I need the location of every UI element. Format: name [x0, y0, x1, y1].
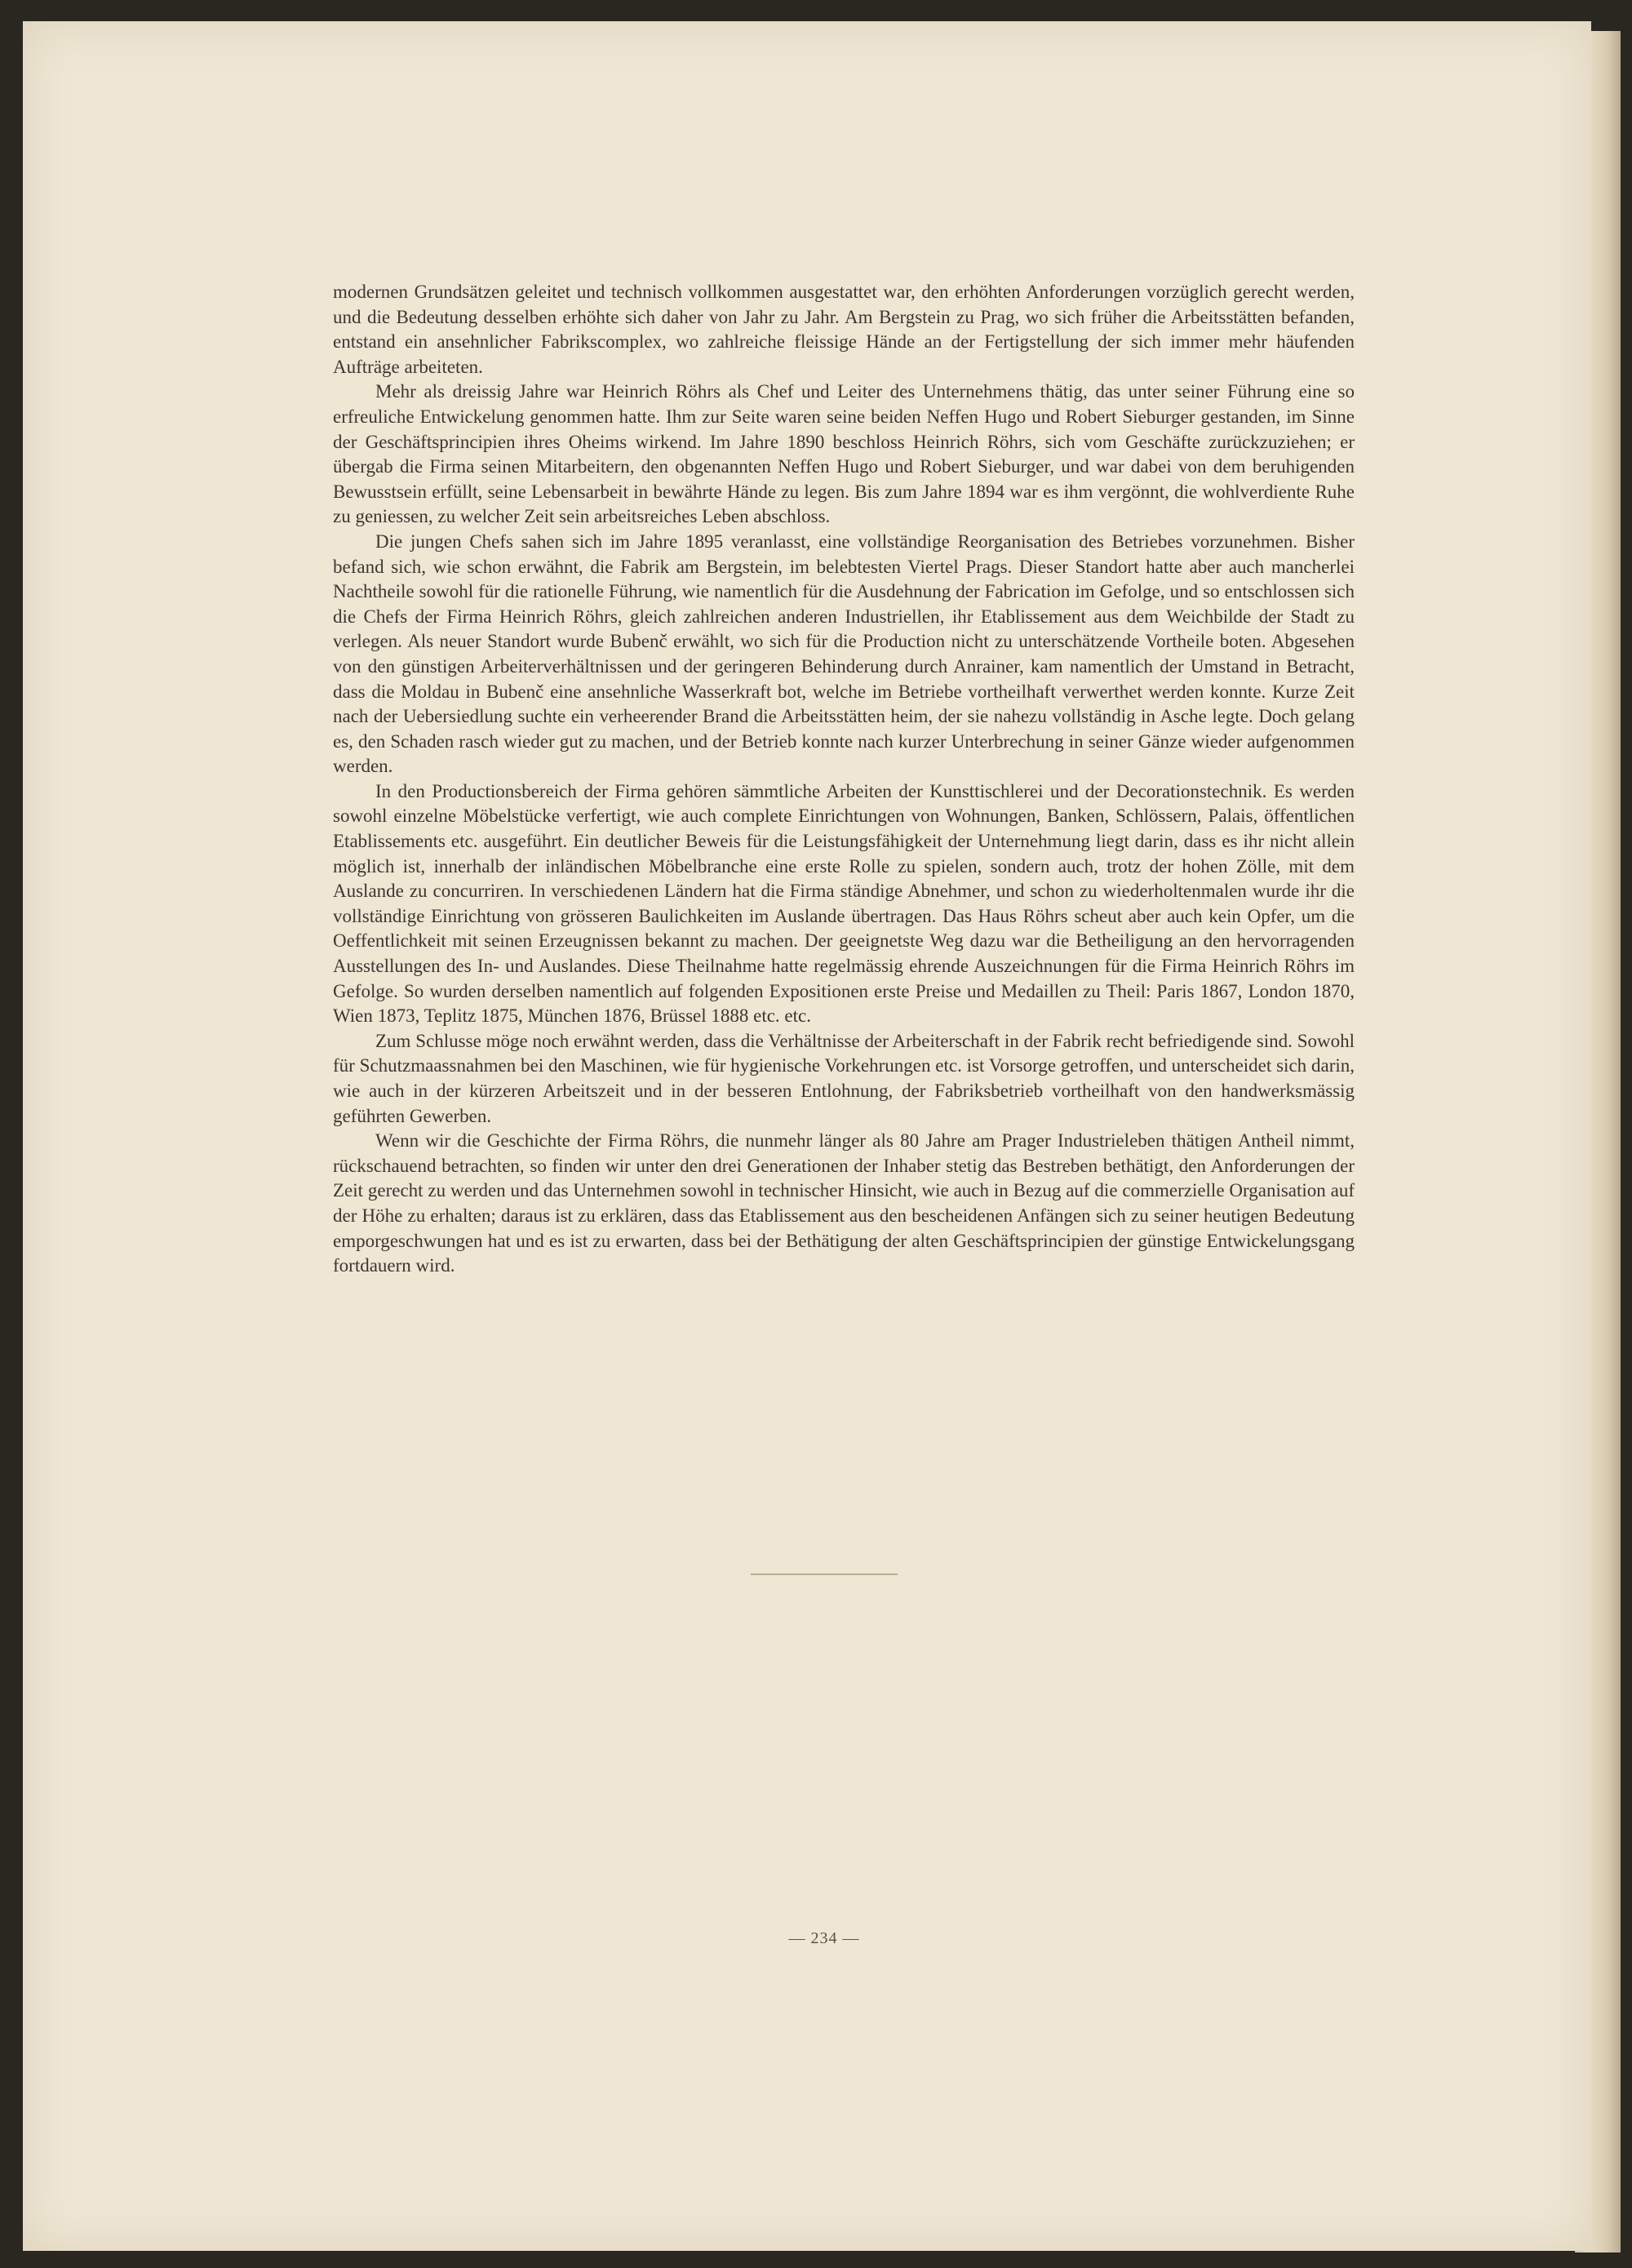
paragraph-6: Wenn wir die Geschichte der Firma Röhrs, die nunmehr länger als 80 Jahre am Prager Industrieleben thätigen Antheil nimmt, rückschauend betrachten, so finden wir unter den drei Generationen der Inhaber stetig das Bestreben bethätigt, den Anforderungen der Zeit gerecht zu werden und das Unternehmen sowohl in technischer Hinsicht, wie auch in Bezug auf die commerzielle Organisation auf der Höhe zu erhalten; daraus ist zu erklären, dass das Etablissement aus den bescheidenen Anfängen sich zu seiner heutigen Bedeutung emporgeschwungen hat und es ist zu erwarten, dass bei der Bethätigung der alten Geschäftsprincipien der günstige Entwickelungsgang fortdauern wird. — [333, 1130, 1355, 1276]
section-divider — [751, 1573, 898, 1575]
paragraph-2: Mehr als dreissig Jahre war Heinrich Röhrs als Chef und Leiter des Unternehmens thätig, das unter seiner Führung eine so erfreuliche Entwickelung genommen hatte. Ihm zur Seite waren seine beiden Neffen Hugo und Robert Sieburger gestanden, im Sinne der Geschäftsprincipien ihres Oheims wirkend. Im Jahre 1890 beschloss Heinrich Röhrs, sich vom Geschäfte zurückzuziehen; er übergab die Firma seinen Mitarbeitern, den obgenannten Neffen Hugo und Robert Sieburger, und war dabei von dem beruhigenden Bewusstsein erfüllt, seine Lebensarbeit in bewährte Hände zu legen. Bis zum Jahre 1894 war es ihm vergönnt, die wohlverdiente Ruhe zu geniessen, zu welcher Zeit sein arbeitsreiches Leben abschloss. — [333, 381, 1355, 527]
paragraph-3: Die jungen Chefs sahen sich im Jahre 1895 veranlasst, eine vollständige Reorganisation des Betriebes vorzunehmen. Bisher befand sich, wie schon erwähnt, die Fabrik am Bergstein, im belebtesten Viertel Prags. Dieser Standort hatte aber auch mancherlei Nachtheile sowohl für die rationelle Führung, wie namentlich für die Ausdehnung der Fabrication im Gefolge, und so entschlossen sich die Chefs der Firma Heinrich Röhrs, gleich zahlreichen anderen Industriellen, ihr Etablissement aus dem Weichbilde der Stadt zu verlegen. Als neuer Standort wurde Bubenč erwählt, wo sich für die Production nicht zu unterschätzende Vortheile boten. Abgesehen von den günstigen Arbeiterverhältnissen und der geringeren Behinderung durch Anrainer, kam namentlich der Umstand in Betracht, dass die Moldau in Bubenč eine ansehnliche Wasserkraft bot, welche im Betriebe vortheilhaft verwerthet werden konnte. Kurze Zeit nach der Uebersiedlung suchte ein verheerender Brand die Arbeitsstätten heim, der sie nahezu vollständig in Asche legte. Doch gelang es, den Schaden rasch wieder gut zu machen, und der Betrieb konnte nach kurzer Unterbrechung in seiner Gänze wieder aufgenommen werden. — [333, 530, 1355, 777]
page-number: — 234 — — [788, 1929, 860, 1947]
paragraph-4: In den Productionsbereich der Firma gehören sämmtliche Arbeiten der Kunsttischlerei und der Decorationstechnik. Es werden sowohl einzelne Möbelstücke verfertigt, wie auch complete Einrichtungen von Wohnungen, Banken, Schlössern, Palais, öffentlichen Etablissements etc. ausgeführt. Ein deutlicher Beweis für die Leistungsfähigkeit der Unternehmung liegt darin, dass es ihr nicht allein möglich ist, innerhalb der inländischen Möbelbranche eine erste Rolle zu spielen, sondern auch, trotz der hohen Zölle, mit dem Auslande zu concurriren. In verschiedenen Ländern hat die Firma ständige Abnehmer, und schon zu wiederholtenmalen wurde ihr die vollständige Einrichtung von grösseren Baulichkeiten im Auslande übertragen. Das Haus Röhrs scheut aber auch kein Opfer, um die Oeffentlichkeit mit seinen Erzeugnissen bekannt zu machen. Der geeignetste Weg dazu war die Betheiligung an den hervorragenden Ausstellungen des In- und Auslandes. Diese Theilnahme hatte regelmässig ehrende Auszeichnungen für die Firma Heinrich Röhrs im Gefolge. So wurden derselben namentlich auf folgenden Expositionen erste Preise und Medaillen zu Theil: Paris 1867, London 1870, Wien 1873, Teplitz 1875, München 1876, Brüssel 1888 etc. etc. — [333, 780, 1355, 1027]
body-text — [333, 280, 1355, 1279]
paragraph-1: modernen Grundsätzen geleitet und technisch vollkommen ausgestattet war, den erhöhten Anforderungen vorzüglich gerecht werden, und die Bedeutung desselben erhöhte sich daher von Jahr zu Jahr. Am Bergstein zu Prag, wo sich früher die Arbeitsstätten befanden, entstand ein ansehnlicher Fabrikscomplex, wo zahlreiche fleissige Hände an der Fertigstellung der sich immer mehr häufenden Aufträge arbeiteten. — [333, 282, 1355, 377]
paragraph-5: Zum Schlusse möge noch erwähnt werden, dass die Verhältnisse der Arbeiterschaft in der Fabrik recht befriedigende sind. Sowohl für Schutzmaassnahmen bei den Maschinen, wie für hygienische Vorkehrungen etc. ist Vorsorge getroffen, und unterscheidet sich darin, wie auch in der kürzeren Arbeitszeit und in der besseren Entlohnung, der Fabriksbetrieb vortheilhaft von den handwerksmässig geführten Gewerben. — [333, 1030, 1355, 1126]
